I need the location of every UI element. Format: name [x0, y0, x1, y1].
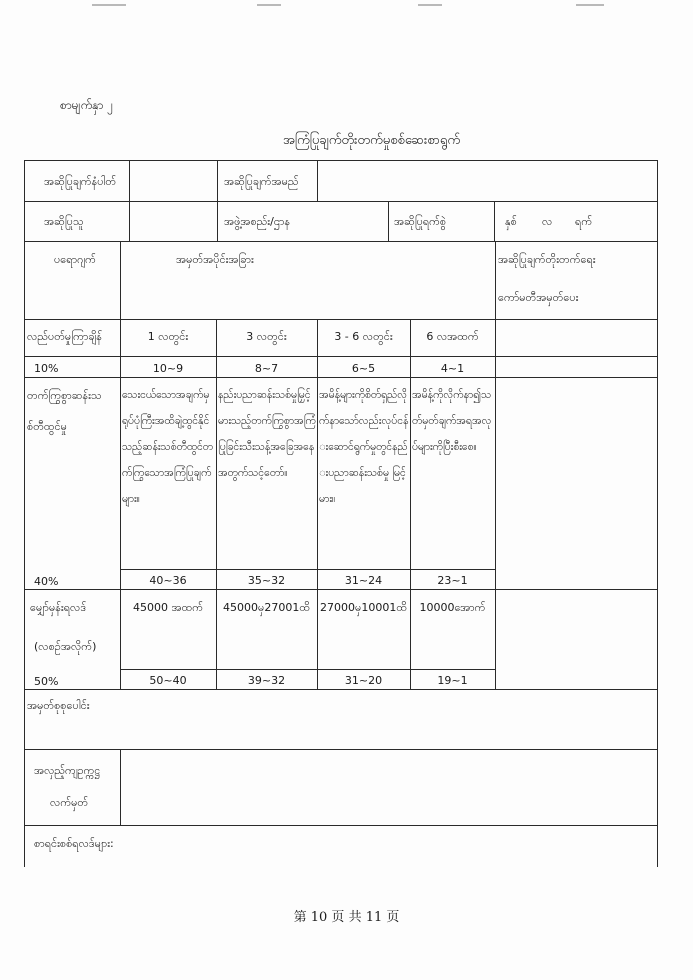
- date-day: ရက်: [575, 215, 593, 228]
- level-label: 3 - 6 လတွင်း: [334, 330, 393, 343]
- table-rule: [388, 201, 389, 241]
- scan-mark: [418, 4, 442, 6]
- criterion-weight: 40%: [34, 575, 59, 588]
- table-rule: [657, 160, 658, 867]
- table-rule: [495, 241, 496, 689]
- criterion-name: (လစဉ်အလိုက်): [34, 640, 97, 653]
- score-range: 39~32: [247, 674, 286, 687]
- form-title: အကြံပြုချက်တိုးတက်မှုစစ်ဆေးစာရွက်: [282, 133, 461, 148]
- committee-label: ကော်မတီအမှတ်ပေး: [498, 291, 579, 304]
- proposal-date-label: အဆိုပြုရက်စွဲ: [394, 215, 447, 228]
- table-rule: [494, 201, 495, 241]
- level-description: အမိန့်များကိုစိတ်ရှည်လိုက်နာသော်လည်းလုပ်ငန်းဆောင်ရွက်မှုတွင်နည်းပညာဆန်းသစ်မှု မြင့်မား။: [319, 389, 409, 505]
- date-year: နှစ်: [505, 215, 517, 228]
- score-range: 31~24: [344, 574, 383, 587]
- level-label: 45000မှ27001ထိ: [223, 601, 310, 614]
- table-rule: [24, 825, 658, 826]
- item-label: ပရောဂျက်: [54, 253, 96, 266]
- table-rule: [129, 160, 130, 241]
- score-range: 50~40: [149, 674, 187, 687]
- level-label: 45000 အထက်: [133, 601, 203, 614]
- table-rule: [24, 160, 658, 161]
- table-rule: [24, 201, 658, 202]
- level-description: အမိန့်ကိုလိုက်နာ၍သတ်မှတ်ချက်အရအလုပ်များကိုပြီးစီးစေ။: [412, 389, 492, 453]
- approval-label: အလှည့်ကျဥက္ကဋ္ဌ: [34, 764, 101, 777]
- table-rule: [216, 319, 217, 689]
- table-rule: [24, 160, 25, 867]
- level-label: 6 လအထက်: [426, 330, 479, 343]
- proposal-number-label: အဆိုပြုချက်နံပါတ်: [44, 175, 117, 188]
- table-rule: [317, 160, 318, 201]
- committee-label: အဆိုပြုချက်တိုးတက်ရေး: [498, 253, 596, 266]
- score-rule-label: အမှတ်အပိုင်းအခြား: [176, 253, 254, 266]
- score-range: 10~9: [152, 362, 184, 375]
- score-range: 35~32: [247, 574, 286, 587]
- table-rule: [120, 749, 121, 825]
- criterion-name: တက်ကြွစွာဆန်းသ: [27, 389, 102, 402]
- level-description: သေးငယ်သောအချက်မှရုပ်ပုံကြီးအထိချဲ့ထွင်နိုင်သည့်ဆန်းသစ်တီထွင်တက်ကြွသောအကြံပြုချက်များ။: [122, 389, 214, 505]
- score-range: 8~7: [254, 362, 279, 375]
- proposal-name-label: အဆိုပြုချက်အမည်: [224, 175, 299, 188]
- page-footer: 第 10 页 共 11 页: [293, 910, 400, 925]
- date-month: လ: [542, 215, 553, 228]
- scan-mark: [257, 4, 281, 6]
- proposer-label: အဆိုပြုသူ: [44, 215, 84, 228]
- score-range: 23~1: [437, 574, 468, 587]
- score-range: 6~5: [351, 362, 376, 375]
- table-rule: [120, 241, 121, 689]
- score-range: 4~1: [440, 362, 465, 375]
- table-rule: [410, 319, 411, 689]
- criterion-name: စ်တီထွင်မှု: [27, 420, 67, 433]
- annex-label: စာမျက်နှာ ၂: [60, 98, 114, 112]
- score-range: 31~20: [344, 674, 383, 687]
- criterion-name: လည်ပတ်မှုကြာချိန်: [27, 330, 102, 343]
- criterion-weight: 10%: [34, 362, 59, 375]
- criterion-name: မျှော်မှန်းရလဒ်: [30, 601, 87, 614]
- level-label: 10000အောက်: [419, 601, 486, 614]
- score-range: 40~36: [149, 574, 187, 587]
- level-description: နည်းပညာဆန်းသစ်မှုမြှင့်မားသည့်တက်ကြွစွာအကြံပြုခြင်းသီးသန့်အခြေအနေအတွက်သင့်တော်။: [218, 389, 316, 479]
- table-rule: [317, 319, 318, 689]
- table-rule: [120, 669, 495, 670]
- score-range: 19~1: [437, 674, 468, 687]
- table-rule: [217, 160, 218, 241]
- reviewer-label: စာရင်းစစ်ရလဒ်များ:: [34, 837, 114, 850]
- table-rule: [24, 689, 658, 690]
- level-label: 3 လတွင်း: [246, 330, 287, 343]
- criterion-weight: 50%: [34, 675, 59, 688]
- table-rule: [120, 356, 495, 357]
- total-score-label: အမှတ်စုစုပေါင်း: [27, 699, 90, 712]
- scan-mark: [576, 4, 604, 6]
- level-label: 1 လတွင်း: [147, 330, 189, 343]
- level-label: 27000မှ10001ထိ: [320, 601, 407, 614]
- approval-label: လက်မှတ်: [50, 796, 89, 809]
- table-rule: [120, 569, 495, 570]
- evaluation-form-table: [24, 160, 658, 867]
- department-label: အဖွဲ့အစည်း/ဌာန: [224, 215, 291, 228]
- scan-mark: [92, 4, 126, 6]
